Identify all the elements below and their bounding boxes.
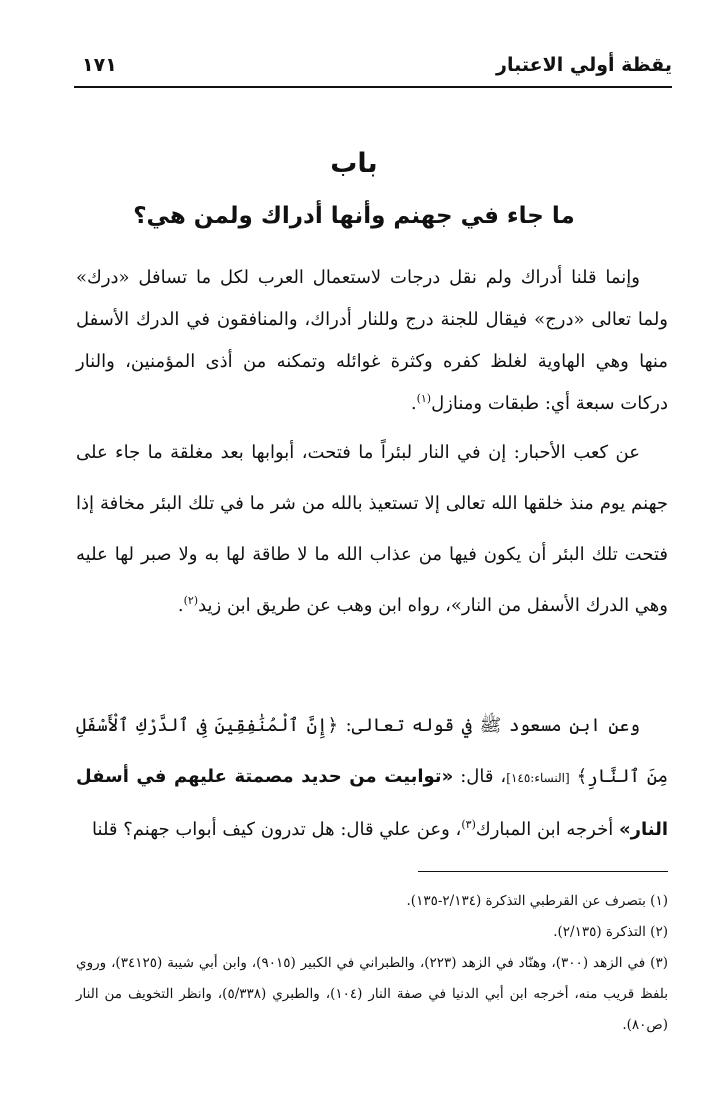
- quran-verse: ﴿إِنَّ ٱلْمُنَٰفِقِينَ فِى ٱلدَّرْكِ ٱلْأَسْفَلِ مِنَ ٱلنَّارِ﴾: [76, 715, 668, 787]
- paragraph-1-text: وإنما قلنا أدراك ولم نقل درجات لاستعمال العرب لكل ما تسافل «درك» ولما تعالى «درج» فيقال للجنة درج وللنار أدراك، والمنافقون في الدرك الأسفل منها وهي الهاوية لغلظ كفره وكثرة غوائله وتمكنه من أذى المؤمنين، والنار دركات سبعة أي: طبقات ومنازل: [76, 267, 668, 414]
- running-title: يقظة أولي الاعتبار: [496, 54, 672, 76]
- footnote-ref-3[interactable]: (٣): [461, 818, 476, 831]
- paragraph-2: [76, 427, 668, 631]
- footnotes: [76, 886, 668, 1041]
- paragraph-3-said: ، قال:: [460, 766, 507, 787]
- paragraph-2-end: .: [177, 595, 184, 616]
- paragraph-1-end: .: [410, 393, 417, 414]
- chapter-label: باب: [330, 148, 378, 179]
- footnote-ref-1[interactable]: (١): [416, 392, 432, 405]
- paragraph-3-tail: ، وعن علي قال: هل تدرون كيف أبواب جهنم؟ قلنا: [92, 819, 462, 840]
- footnote-2: (٢) التذكرة (٢/١٣٥).: [553, 924, 668, 940]
- paragraph-3-after-quote: أخرجه ابن المبارك: [475, 819, 614, 840]
- footnote-ref-2[interactable]: (٢): [183, 594, 199, 607]
- footnote-divider: [418, 871, 668, 872]
- page-header: [74, 50, 672, 88]
- verse-reference: [النساء:١٤٥]: [506, 771, 570, 785]
- paragraph-3: [76, 700, 668, 855]
- footnote-3: (٣) في الزهد (٣٠٠)، وهنّاد في الزهد (٢٢٣)، والطبراني في الكبير (٩٠١٥)، وابن أبي شيبة (٣٤١٢٥)، وروي بلفظ قريب منه، أخرجه ابن أبي الدنيا في صفة النار (١٠٤)، والطبري (٥/٣٣٨)، وانظر التخويف من النار (ص٨٠).: [76, 955, 668, 1033]
- paragraph-3-intro: وعن ابن مسعود ﷺ في قوله تعالى:: [345, 715, 640, 736]
- footnote-1: (١) بتصرف عن القرطبي التذكرة (٢/١٣٤-١٣٥).: [406, 893, 668, 909]
- paragraph-2-text: عن كعب الأحبار: إن في النار لبئراً ما فتحت، أبوابها بعد مغلقة ما جاء على جهنم يوم منذ خلقها الله تعالى إلا تستعيذ بالله من شر ما في تلك البئر مخافة إذا فتحت تلك البئر أن يكون فيها من عذاب الله ما لا طاقة لها به ولا صبر لها عليه وهي الدرك الأسفل من النار»، رواه ابن وهب عن طريق ابن زيد: [76, 442, 668, 616]
- hadith-quote: «توابيت من حديد مصمتة عليهم في أسفل النار»: [76, 766, 668, 840]
- page-number: ١٧١: [82, 54, 117, 76]
- paragraph-1: [76, 257, 668, 425]
- chapter-title: ما جاء في جهنم وأنها أدراك ولمن هي؟: [133, 203, 575, 229]
